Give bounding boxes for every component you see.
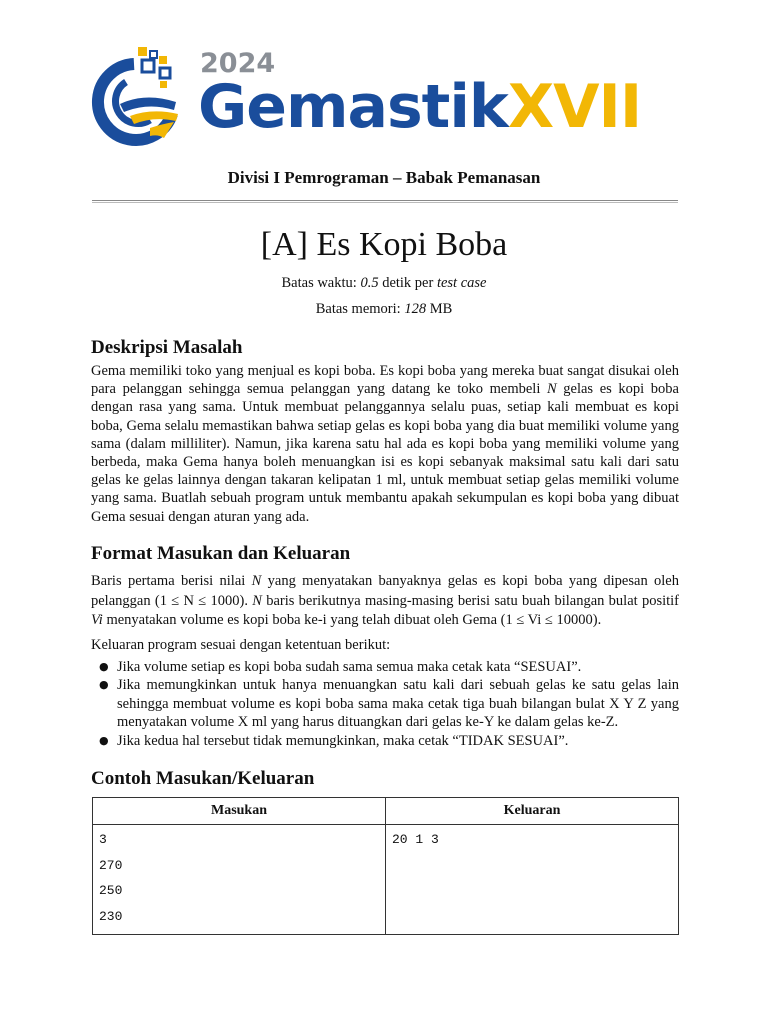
output-line: 20 1 3 [392, 832, 439, 847]
example-output-cell [386, 825, 679, 935]
gemastik-emblem-icon [90, 44, 200, 148]
memory-limit-label: Batas memori: [315, 301, 405, 317]
description-part-a: Gema memiliki toko yang menjual es kopi boba. Es kopi boba yang mereka buat sangat disukai oleh para pelanggan sehingga semua pelanggan yang datang ke toko membeli [91, 363, 679, 398]
output-rule-item: ● Jika kedua hal tersebut tidak memungkinkan, maka cetak “TIDAK SESUAI”. [91, 732, 679, 750]
input-line: 270 [99, 857, 123, 873]
header-divider [92, 200, 678, 203]
input-constraint-n: (1 ≤ N ≤ 1000) [154, 592, 245, 609]
time-limit-suffix: test case [436, 275, 487, 291]
output-rule-item: ● Jika memungkinkan untuk hanya menuangkan satu kali dari sebuah gelas ke satu gelas lain sehingga membuat volume es kopi boba sama maka cetak tiga buah bilangan bulat X Y Z yang menyatakan volume X ml yang harus dituangkan dari gelas ke-Y ke dalam gelas ke-Z. [91, 676, 679, 731]
output-rule-item: ● Jika volume setiap es kopi boba sudah sama semua maka cetak kata “SESUAI”. [91, 658, 679, 676]
time-limit [0, 275, 768, 292]
example-table-row [93, 825, 679, 935]
input-line: 230 [99, 909, 123, 925]
logo-year: 2024 [200, 48, 276, 79]
logo-name-text: Gemastik [198, 72, 508, 142]
example-heading: Contoh Masukan/Keluaran [91, 768, 315, 789]
memory-limit-value: 128 [404, 301, 427, 317]
example-input-cell [93, 825, 386, 935]
input-line: 3 [99, 832, 107, 847]
gemastik-logo [90, 44, 682, 148]
column-header-output: Keluaran [386, 798, 679, 825]
output-rules-list [91, 658, 679, 750]
input-format-part-d: baris berikutnya masing-masing berisi satu buah bilangan bulat positif [261, 592, 680, 609]
example-table-header [93, 798, 679, 825]
description-heading: Deskripsi Masalah [91, 337, 243, 358]
input-format-part-a: Baris pertama berisi nilai [91, 573, 252, 589]
memory-limit [0, 301, 768, 318]
input-format-part-c: . [244, 592, 253, 609]
input-line: 250 [99, 883, 123, 899]
input-format-part-b: yang menyatakan banyaknya gelas es kopi boba yang dipesan oleh pelanggan [91, 573, 679, 609]
input-format-text [91, 572, 679, 631]
description-var-n: N [546, 381, 557, 398]
logo-wordmark [198, 72, 641, 142]
time-limit-unit: detik per [378, 275, 437, 291]
division-heading: Divisi I Pemrograman – Babak Pemanasan [227, 168, 541, 187]
problem-title: [A] Es Kopi Boba [260, 226, 508, 263]
time-limit-label: Batas waktu: [281, 275, 361, 291]
time-limit-value: 0.5 [360, 275, 379, 291]
description-part-b: gelas es kopi boba dengan rasa yang sama. Untuk membuat pelanggannya selalu puas, setiap kali membuat es kopi boba, Gema selalu memastikan bahwa setiap gelas es kopi boba yang dia buat memiliki volume yang sama (dalam milliliter). Namun, jika karena satu hal ada es kopi boba yang memiliki volume yang berbeda, maka Gema hanya boleh menuangkan isi es kopi sebanyak maksimal satu kali dari satu gelas ke gelas lainnya dengan takaran kelipatan 1 ml, untuk membuat setiap gelas memiliki volume yang sama. Buatlah sebuah program untuk membantu apakah sekumpulan es kopi boba yang dibuat Gema sesuai dengan aturan yang ada. [91, 381, 679, 525]
column-header-input: Masukan [93, 798, 386, 825]
input-format-part-f: . [597, 612, 602, 628]
logo-roman-numeral: XVII [507, 72, 642, 142]
input-constraint-v: (1 ≤ Vi ≤ 10000) [500, 612, 598, 628]
output-intro: Keluaran program sesuai dengan ketentuan berikut: [91, 637, 391, 653]
description-text [91, 362, 679, 526]
example-table [92, 797, 679, 935]
input-format-var-n2: N [252, 592, 262, 609]
memory-limit-unit: MB [426, 301, 453, 317]
format-heading: Format Masukan dan Keluaran [91, 543, 351, 564]
input-format-var-n: N [251, 573, 262, 589]
input-format-var-vi: Vi [91, 612, 103, 628]
input-format-part-e: menyatakan volume es kopi boba ke-i yang telah dibuat oleh Gema [102, 612, 501, 628]
